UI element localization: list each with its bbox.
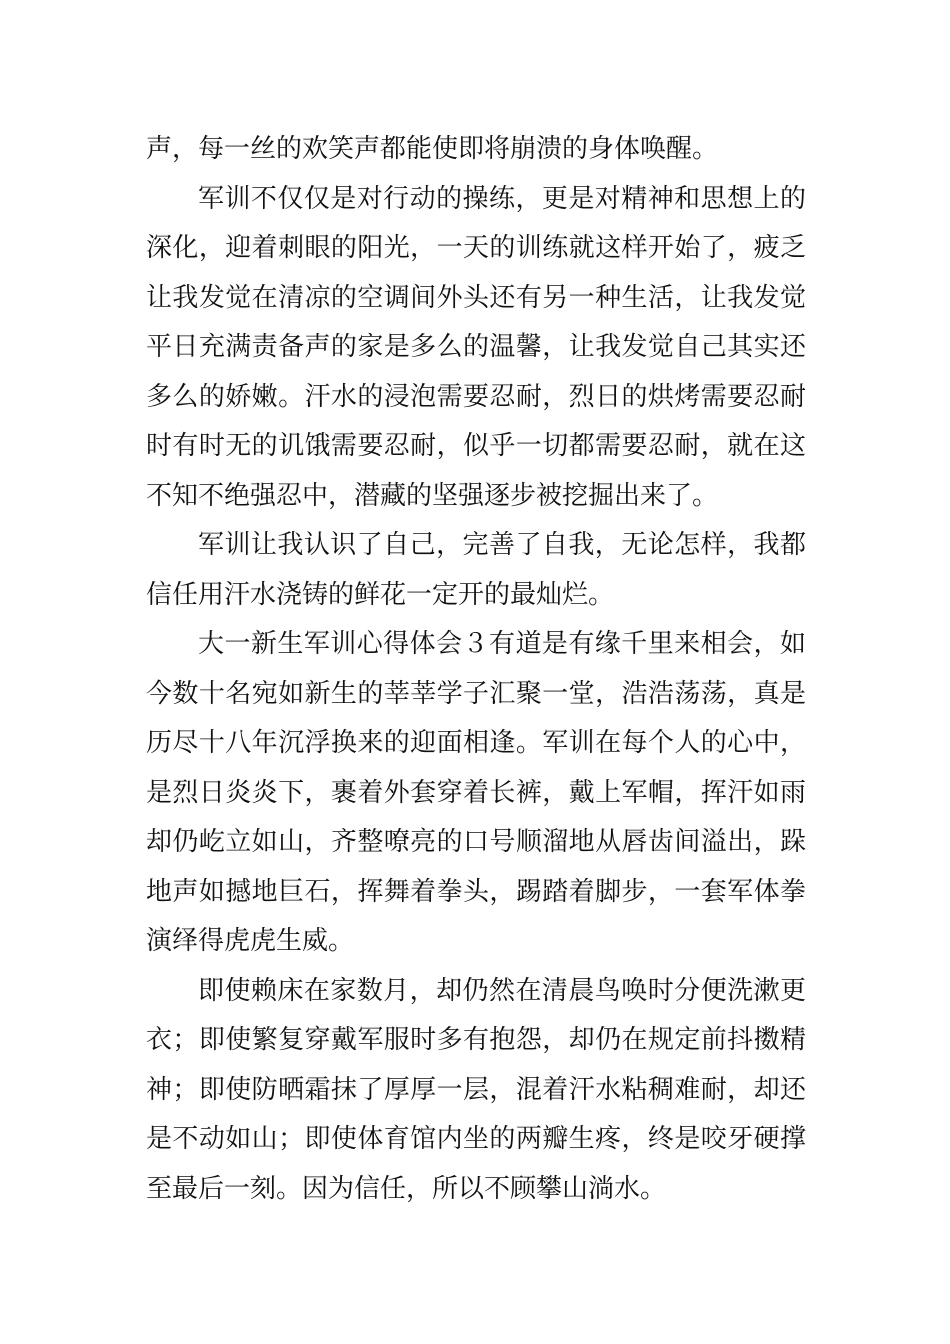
document-page bbox=[146, 125, 806, 1214]
paragraph: 大一新生军训心得体会３有道是有缘千里来相会，如今数十名宛如新生的莘莘学子汇聚一堂，浩浩荡荡，真是历尽十八年沉浮换来的迎面相逢。军训在每个人的心中，是烈日炎炎下，裹着外套穿着长裤，戴上军帽，挥汗如雨却仍屹立如山，齐整嘹亮的口号顺溜地从唇齿间溢出，跺地声如撼地巨石，挥舞着拳头，踢踏着脚步，一套军体拳演绎得虎虎生威。 bbox=[146, 629, 806, 956]
paragraph: 即使赖床在家数月，却仍然在清晨鸟唤时分便洗漱更衣；即使繁复穿戴军服时多有抱怨，却仍在规定前抖擞精神；即使防晒霜抹了厚厚一层，混着汗水粘稠难耐，却还是不动如山；即使体育馆内坐的两瓣生疼，终是咬牙硬撑至最后一刻。因为信任，所以不顾攀山淌水。 bbox=[146, 975, 806, 1204]
paragraph: 军训让我认识了自己，完善了自我，无论怎样，我都信任用汗水浇铸的鲜花一定开的最灿烂。 bbox=[146, 530, 806, 610]
paragraph-continued: 声，每一丝的欢笑声都能使即将崩溃的身体唤醒。 bbox=[146, 134, 719, 164]
paragraph: 军训不仅仅是对行动的操练，更是对精神和思想上的深化，迎着刺眼的阳光，一天的训练就这样开始了，疲乏让我发觉在清凉的空调间外头还有另一种生活，让我发觉平日充满责备声的家是多么的温馨，让我发觉自己其实还多么的娇嫩。汗水的浸泡需要忍耐，烈日的烘烤需要忍耐时有时无的讥饿需要忍耐，似乎一切都需要忍耐，就在这不知不绝强忍中，潜藏的坚强逐步被挖掘出来了。 bbox=[146, 183, 806, 511]
